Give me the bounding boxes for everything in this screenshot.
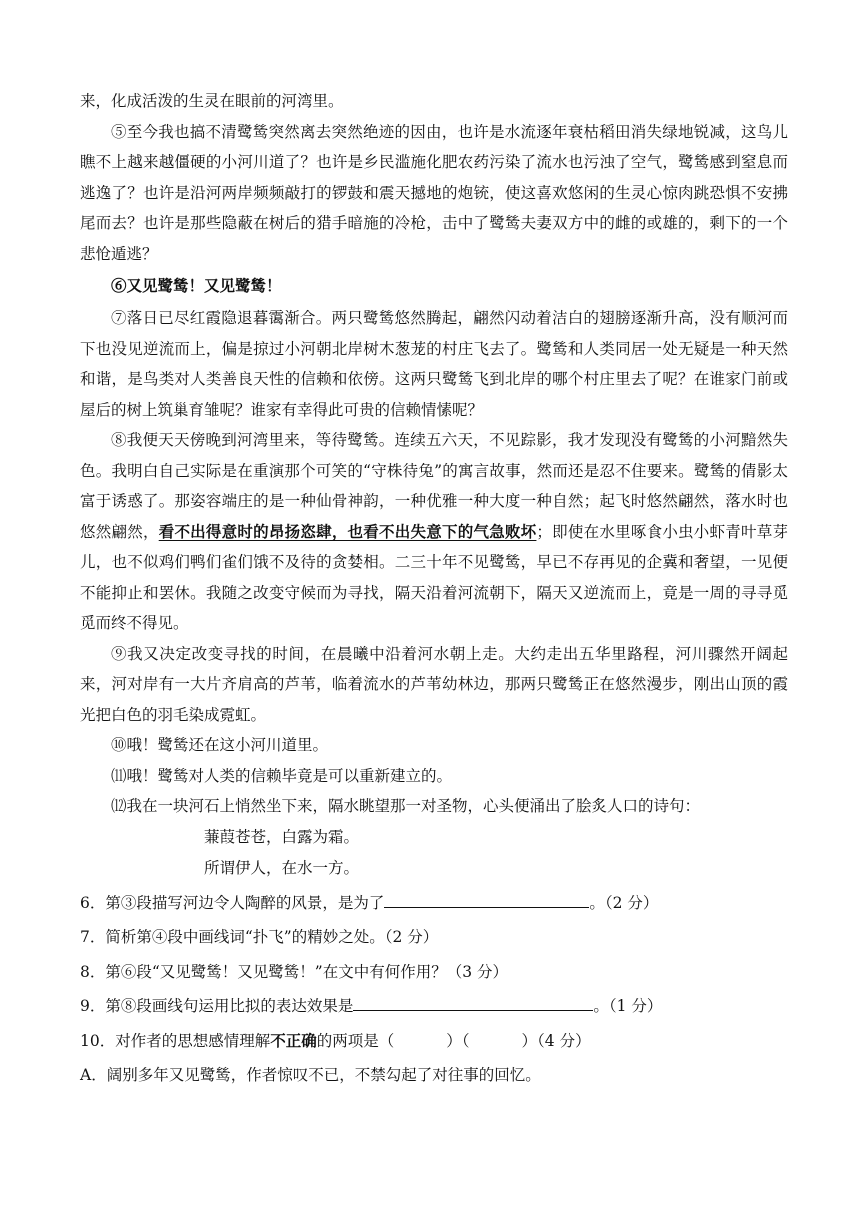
question-6-text: 6．第③段描写河边令人陶醉的风景，是为了 — [80, 893, 385, 912]
paragraph-8-text-a: ⑧我便天天傍晚到河湾里来，等待鹭鸶。连续五六天，不见踪影，我才发现没有鹭鸶的小河黯然失色。我明白自己实际是在重演那个可笑的“守株待兔”的寓言故事，然而还是忍不住要来。鹭鸶的倩影太富于诱惑了。那姿容端庄的是一种仙骨神韵，一种优雅一种大度一种自然；起飞时悠然翩然，落水时也悠然翩然， — [80, 431, 788, 541]
question-10-text-d: ）（4 分） — [521, 1031, 591, 1050]
paragraph-10: ⑩哦！鹭鸶还在这小河川道里。 — [111, 736, 329, 754]
question-10-emphasis: 不正确 — [270, 1030, 317, 1050]
answer-blank-9[interactable] — [353, 994, 593, 1011]
question-8: 8．第⑥段“又见鹭鸶！又见鹭鸶！”在文中有何作用？（3 分） — [80, 962, 509, 981]
underlined-sentence: 看不出得意时的昂扬恣肆，也看不出失意下的气急败坏 — [158, 521, 537, 541]
passage-continuation: 来，化成活泼的生灵在眼前的河湾里。 — [80, 92, 344, 110]
paragraph-12: ⑿我在一块河石上悄然坐下来，隔水眺望那一对圣物，心头便涌出了脍炙人口的诗句： — [111, 797, 701, 815]
option-a: A．阔别多年又见鹭鸶，作者惊叹不已，不禁勾起了对往事的回忆。 — [80, 1066, 541, 1084]
paragraph-8 — [80, 425, 788, 639]
paragraph-9: ⑨我又决定改变寻找的时间，在晨曦中沿着河水朝上走。大约走出五华里路程，河川骤然开阔起来，河对岸有一大片齐肩高的芦苇，临着流水的芦苇幼林边，那两只鹭鸶正在悠然漫步，刚出山顶的霞光把白色的羽毛染成霓虹。 — [80, 644, 788, 724]
poem-line-1: 蒹葭苍苍，白露为霜。 — [204, 827, 360, 846]
document-page — [80, 86, 788, 1093]
question-10-text-b: 的两项是（ — [316, 1031, 395, 1050]
question-9-text: 9．第⑧段画线句运用比拟的表达效果是 — [80, 997, 354, 1015]
question-6-points: 。（2 分） — [589, 893, 659, 912]
question-10-text-c: ）（ — [446, 1031, 470, 1050]
question-9-points: 。（1 分） — [593, 997, 663, 1015]
question-7: 7．简析第④段中画线词“扑飞”的精妙之处。（2 分） — [80, 928, 439, 946]
paragraph-11: ⑾哦！鹭鸶对人类的信赖毕竟是可以重新建立的。 — [111, 766, 453, 785]
paragraph-7: ⑦落日已尽红霞隐退暮霭渐合。两只鹭鸶悠然腾起，翩然闪动着洁白的翅膀逐渐升高，没有顺河而下也没见逆流而上，偏是掠过小河朝北岸树木葱茏的村庄飞去了。鹭鸶和人类同居一处无疑是一种天然和谐，是鸟类对人类善良天性的信赖和依傍。这两只鹭鸶飞到北岸的哪个村庄里去了呢？在谁家门前或屋后的树上筑巢育雏呢？谁家有幸得此可贵的信赖情愫呢？ — [80, 309, 788, 419]
paragraph-6-heading: ⑥又见鹭鸶！又见鹭鸶！ — [111, 276, 282, 295]
paragraph-8-text-b: ；即使在水里啄食小虫小虾青叶草芽儿，也不似鸡们鸭们雀们饿不及待的贪婪相。二三十年不见鹭鸶，早已不存再见的企冀和奢望，一见便不能抑止和罢休。我随之改变守候而为寻找，隔天沿着河流朝下，隔天又逆流而上，竟是一周的寻寻觅觅而终不得见。 — [80, 522, 788, 632]
poem-line-2: 所谓伊人，在水一方。 — [204, 858, 360, 877]
question-10-text-a: 10．对作者的思想感情理解 — [80, 1031, 271, 1050]
paragraph-5: ⑤至今我也搞不清鹭鸶突然离去突然绝迹的因由，也许是水流逐年衰枯稻田消失绿地锐减，这鸟儿瞧不上越来越僵硬的小河川道了？也许是乡民滥施化肥农药污染了流水也污浊了空气，鹭鸶感到窒息而逃逸了？也许是沿河两岸频频敲打的锣鼓和震天撼地的炮铳，使这喜欢悠闲的生灵心惊肉跳恐惧不安拂尾而去？也许是那些隐蔽在树后的猎手暗施的冷枪，击中了鹭鸶夫妻双方中的雌的或雄的，剩下的一个悲怆遁逃？ — [80, 122, 788, 263]
question-10 — [80, 1024, 788, 1059]
question-6 — [80, 886, 788, 921]
answer-blank-6[interactable] — [384, 891, 589, 908]
question-9 — [80, 989, 788, 1024]
